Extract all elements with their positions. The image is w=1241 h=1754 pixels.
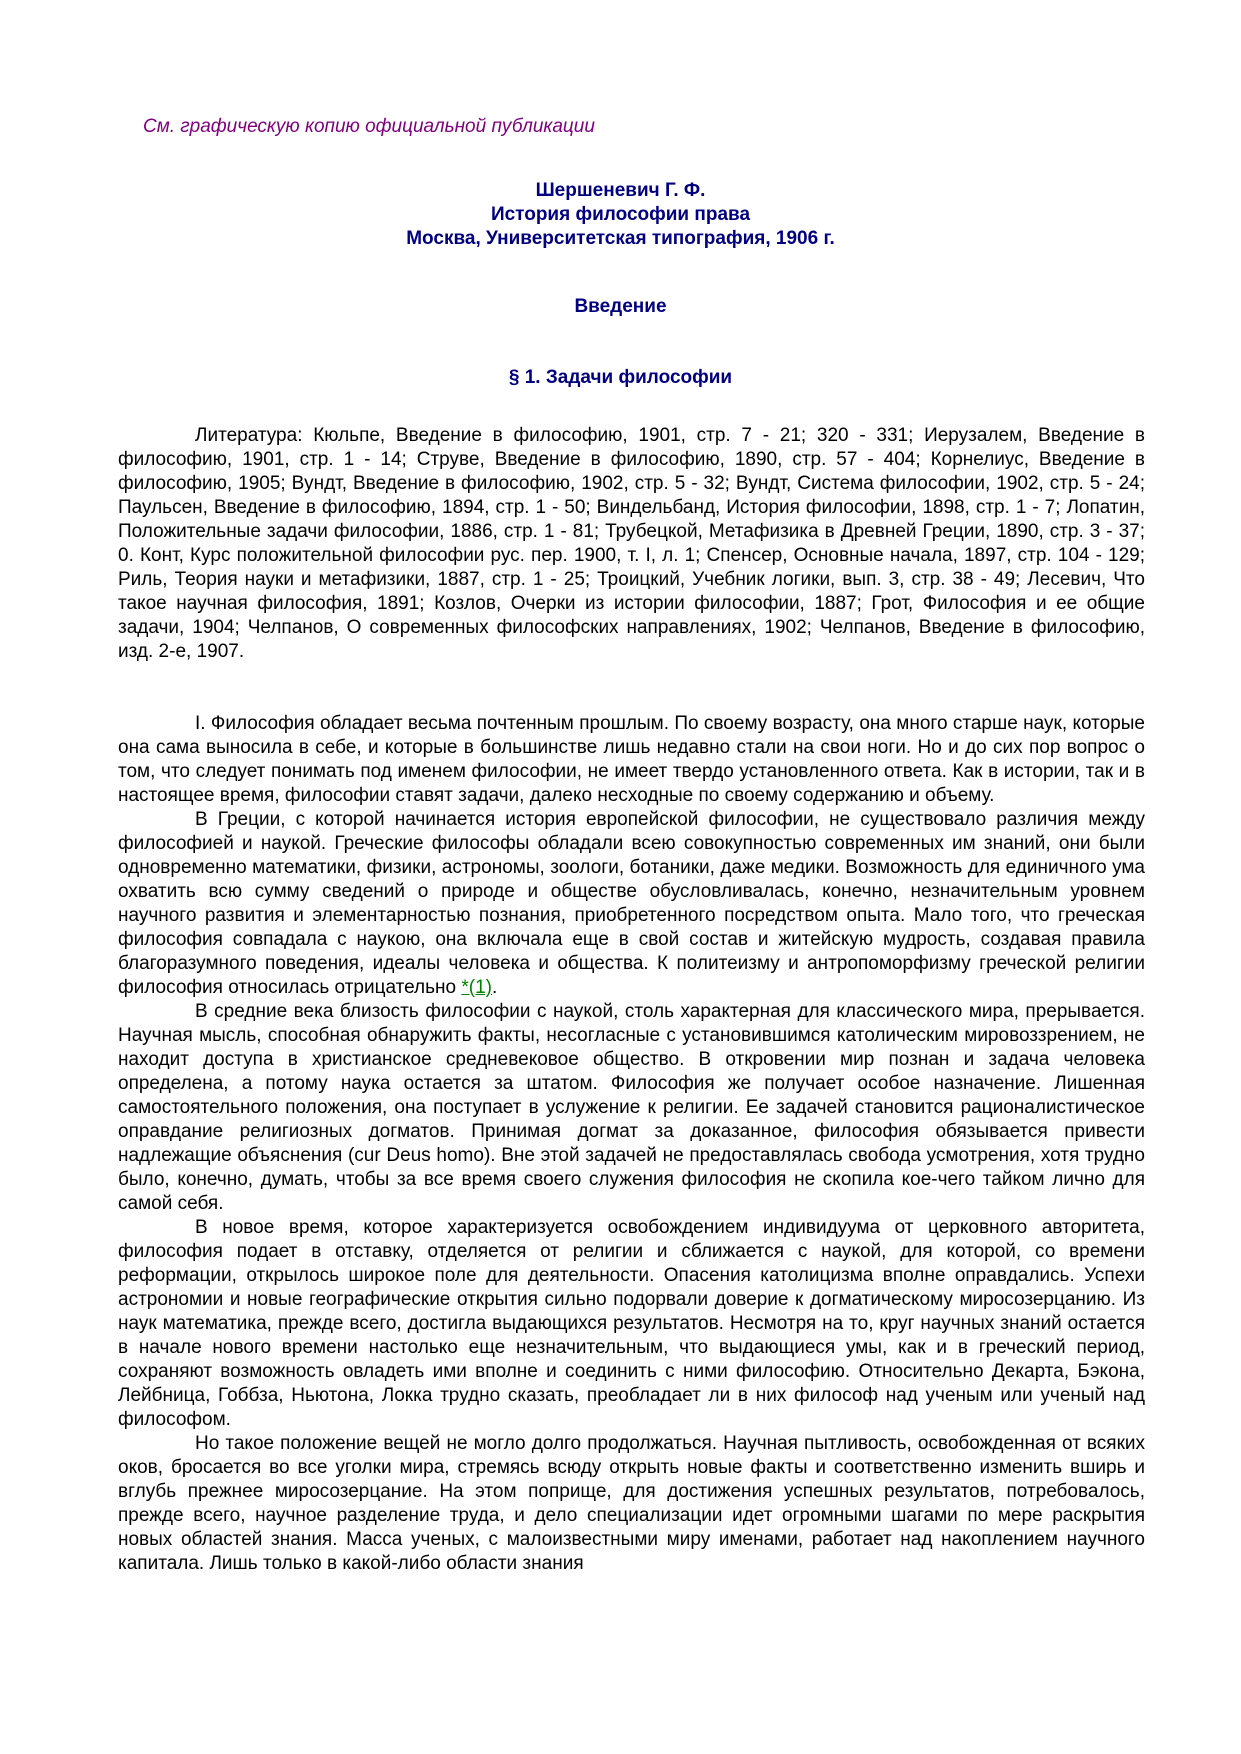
paragraph-5: Но такое положение вещей не могло долго продолжаться. Научная пытливость, освобожденная от всяких оков, бросается во все уголки мира, стремясь всюду открыть новые факты и соответственно изменить вширь и вглубь прежнее миросозерцание. На этом поприще, для достижения успешных результатов, потребовалось, прежде всего, научное разделение труда, и дело специализации идет огромными шагами по мере раскрытия новых областей знания. Масса ученых, с малоизвестными миру именами, работает над накоплением научного капитала. Лишь только в какой-либо области знания: [118, 1433, 1145, 1574]
official-copy-note: См. графическую копию официальной публикации: [143, 116, 595, 137]
imprint-line: Москва, Университетская типография, 1906 г.: [406, 228, 835, 249]
paragraph-3: В средние века близость философии с наукой, столь характерная для классического мира, прерывается. Научная мысль, способная обнаружить факты, несогласные с установившимся католическим мировоззрением, не находит доступа в христианское средневековое общество. В откровении мир познан и задача человека определена, а потому наука остается за штатом. Философия же получает особое назначение. Лишенная самостоятельного положения, она поступает в услужение к религии. Ее задачей становится рационалистическое оправдание религиозных догматов. Принимая догмат за доказанное, философия обязывается привести надлежащие объяснения (cur Deus homo). Вне этой задачей не предоставлялась свобода усмотрения, хотя трудно было, конечно, думать, чтобы за все время своего служения философия не скопила кое-чего тайком лично для самой себя.: [118, 1001, 1145, 1214]
footnote-link-1[interactable]: *(1): [461, 977, 493, 998]
main-text: [118, 712, 1145, 1576]
literature-paragraph: Литература: Кюльпе, Введение в философию, 1901, стр. 7 - 21; 320 - 331; Иерузалем, Введение в философию, 1901, стр. 1 - 14; Струве, Введение в философию, 1890, стр. 57 - 404; Корнелиус, Введение в философию, 1905; Вундт, Введение в философию, 1902, стр. 5 - 32; Вундт, Система философии, 1902, стр. 5 - 24; Паульсен, Введение в философию, 1894, стр. 1 - 50; Виндельбанд, История философии, 1898, стр. 1 - 7; Лопатин, Положительные задачи философии, 1886, стр. 1 - 81; Трубецкой, Метафизика в Древней Греции, 1890, стр. 3 - 37; 0. Конт, Курс положительной философии рус. пер. 1900, т. I, л. 1; Спенсер, Основные начала, 1897, стр. 104 - 129; Риль, Теория науки и метафизики, 1887, стр. 1 - 25; Троицкий, Учебник логики, вып. 3, стр. 38 - 49; Лесевич, Что такое научная философия, 1891; Козлов, Очерки из истории философии, 1887; Грот, Философия и ее общие задачи, 1904; Челпанов, О современных философских направлениях, 1902; Челпанов, Введение в философию, изд. 2-е, 1907.: [118, 425, 1145, 662]
paragraph-2-text: В Греции, с которой начинается история европейской философии, не существовало различия между философией и наукой. Греческие философы обладали всею совокупностью современных им знаний, они были одновременно математики, физики, астрономы, зоологи, ботаники, даже медики. Возможность для единичного ума охватить всю сумму сведений о природе и обществе обусловливалась, конечно, незначительным уровнем научного развития и элементарностью познания, приобретенного посредством опыта. Мало того, что греческая философия совпадала с наукою, она включала еще в свой состав и житейскую мудрость, создавая правила благоразумного поведения, идеалы человека и общества. К политеизму и антропоморфизму греческой религии философия относилась отрицательно: [118, 809, 1145, 998]
paragraph-2-end: .: [492, 977, 498, 998]
section-title: § 1. Задачи философии: [508, 367, 733, 388]
paragraph-1: I. Философия обладает весьма почтенным прошлым. По своему возрасту, она много старше наук, которые она сама выносила в себе, и которые в большинстве лишь недавно стали на свои ноги. Но и до сих пор вопрос о том, что следует понимать под именем философии, не имеет твердо установленного ответа. Как в истории, так и в настоящее время, философии ставят задачи, далеко несходные по своему содержанию и объему.: [118, 713, 1145, 806]
paragraph-2: [118, 808, 1145, 1000]
author-heading: Шершеневич Г. Ф.: [535, 180, 706, 201]
introduction-title: Введение: [574, 296, 667, 317]
literature-block: [118, 424, 1145, 664]
paragraph-4: В новое время, которое характеризуется освобождением индивидуума от церковного авторитета, философия подает в отставку, отделяется от религии и сближается с наукой, для которой, со времени реформации, открылось широкое поле для деятельности. Опасения католицизма вполне оправдались. Успехи астрономии и новые географические открытия сильно подорвали доверие к догматическому миросозерцанию. Из наук математика, прежде всего, достигла выдающихся результатов. Несмотря на то, круг научных знаний остается в начале нового времени настолько еще незначительным, что выдающиеся умы, как и в греческий период, сохраняют возможность овладеть ими вполне и соединить с ними философию. Относительно Декарта, Бэкона, Лейбница, Гоббза, Ньютона, Локка трудно сказать, преобладает ли в них философ над ученым или ученый над философом.: [118, 1217, 1145, 1430]
book-title: История философии права: [490, 204, 751, 225]
